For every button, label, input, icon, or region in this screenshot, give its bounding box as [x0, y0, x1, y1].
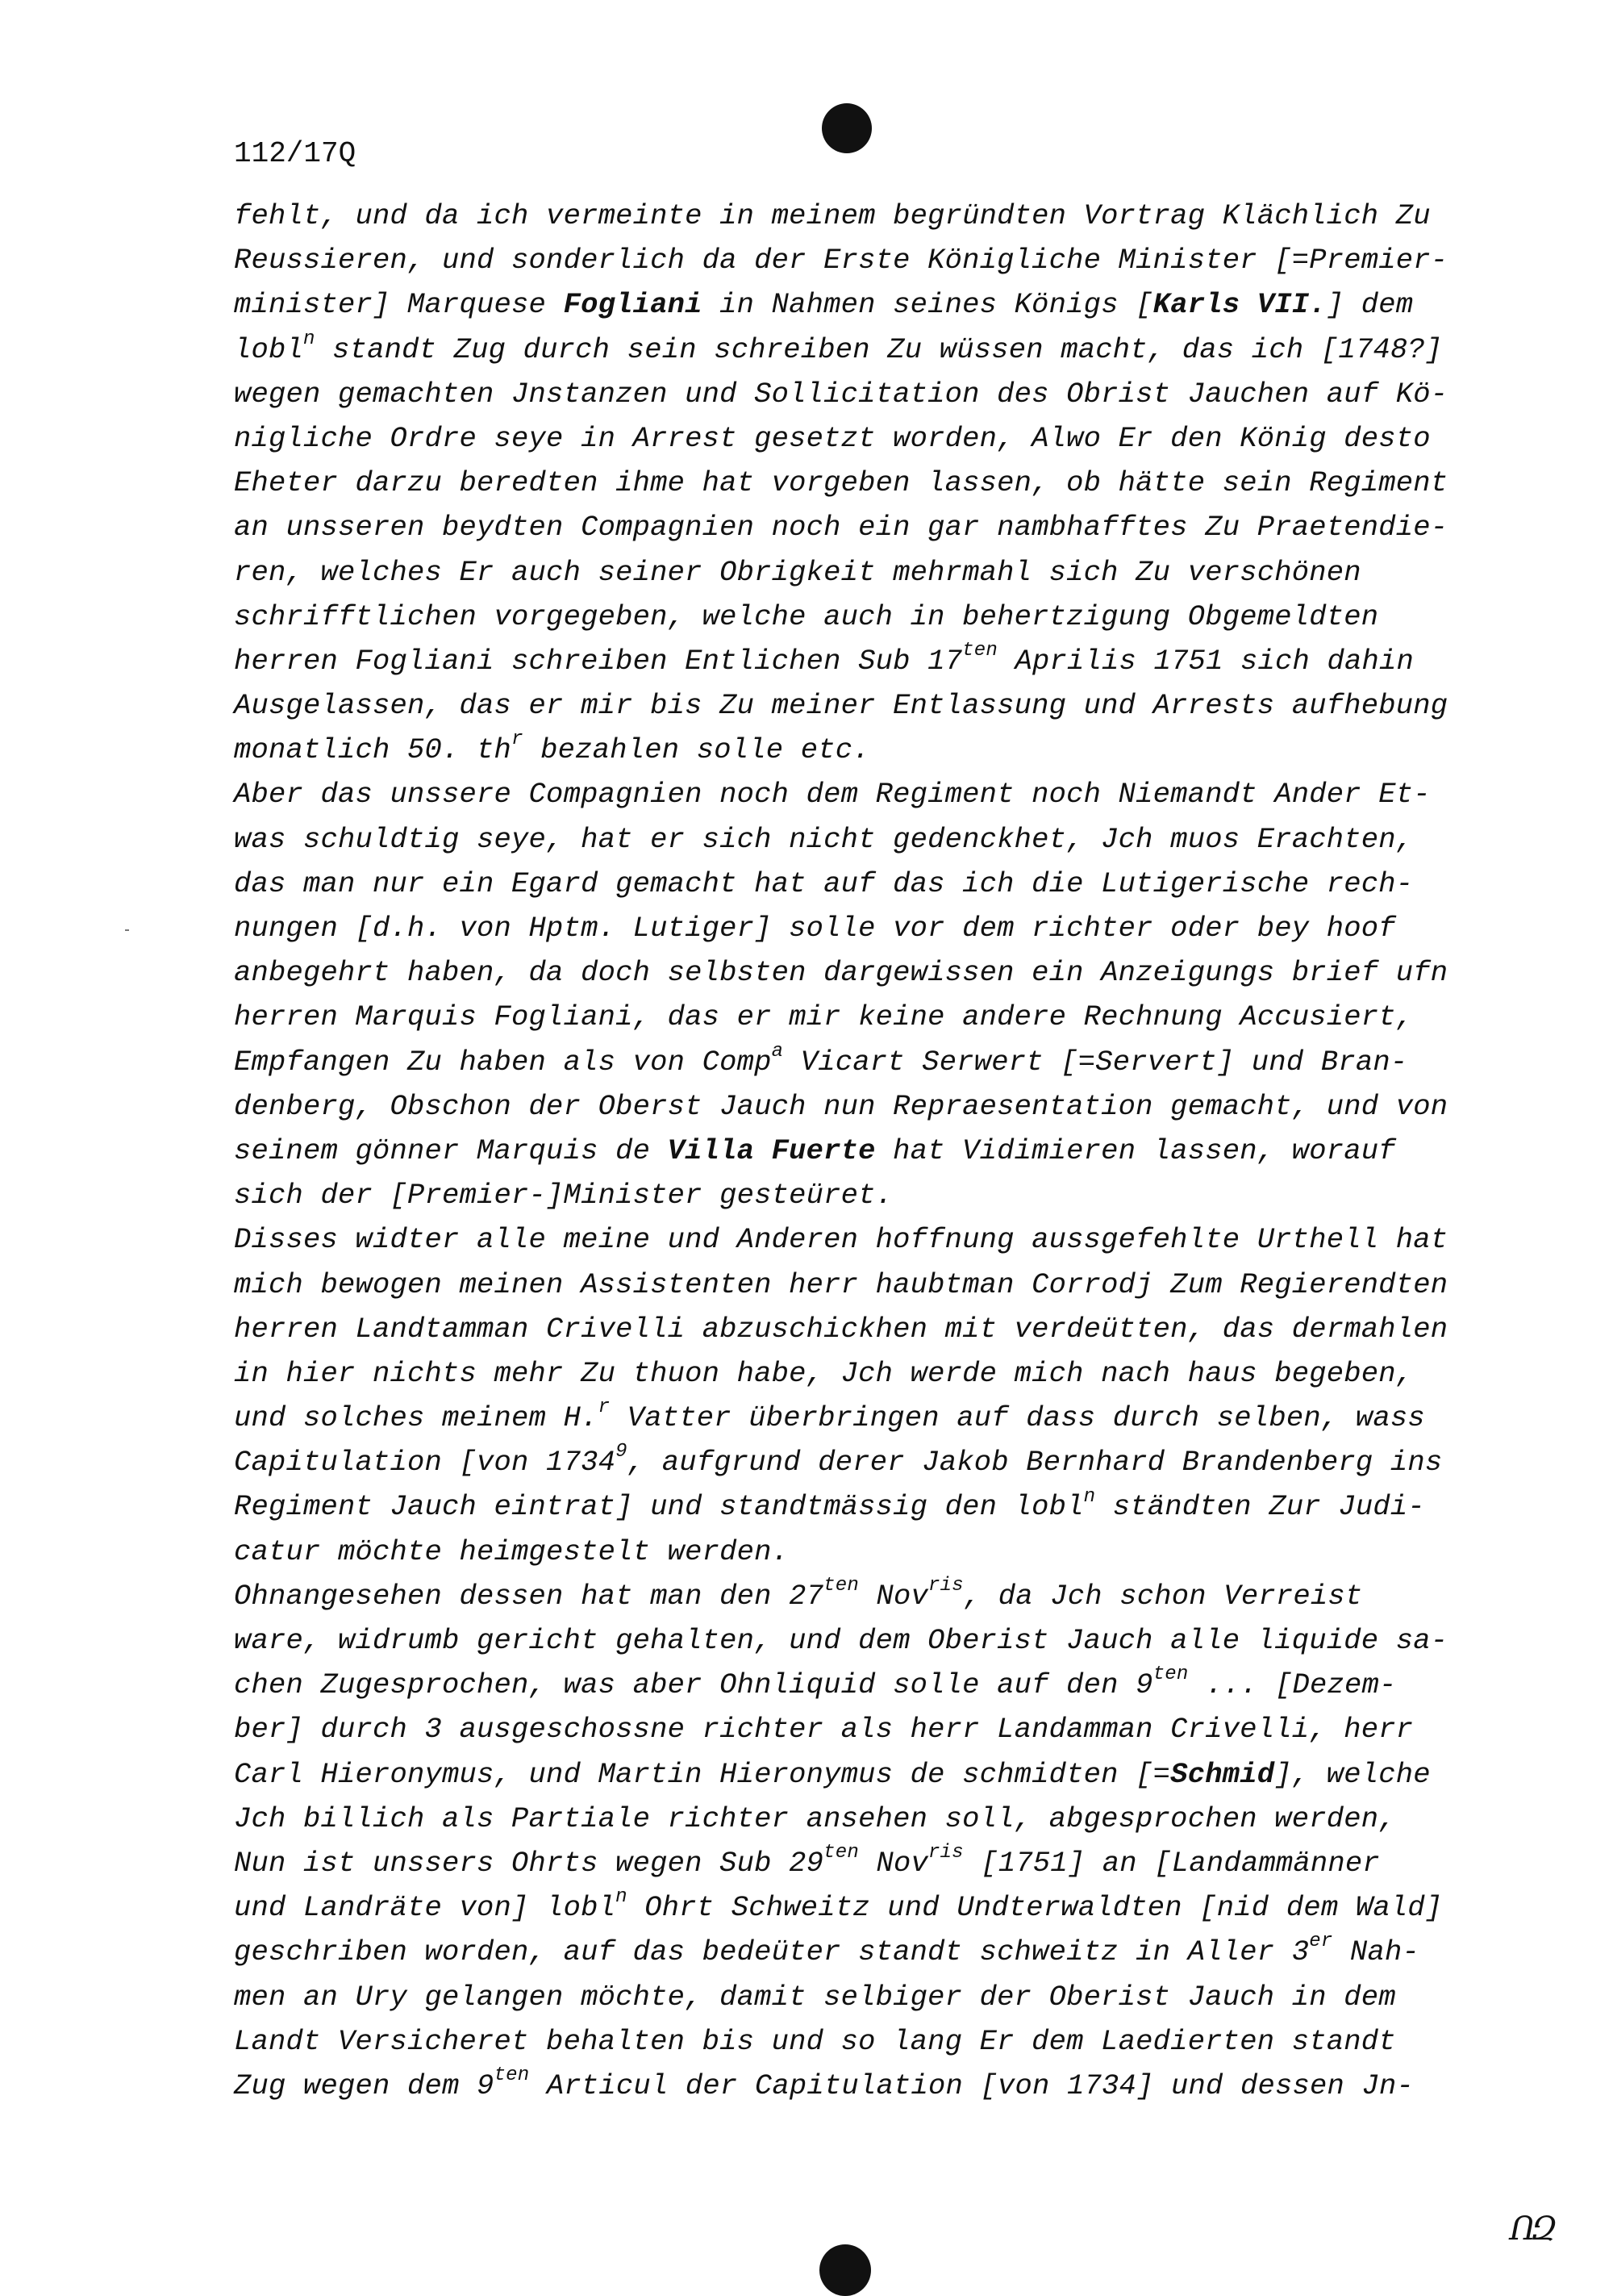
- text-run: Disses widter alle meine und Anderen hoffnung aussgefehlte Urthell hat: [234, 1223, 1448, 1257]
- text-line: [234, 950, 1492, 995]
- text-run: Capitulation [von 1734: [234, 1446, 616, 1480]
- text-line: [234, 238, 1492, 282]
- superscript: 9: [615, 1441, 627, 1463]
- text-run: minister] Marquese: [234, 288, 564, 322]
- text-line: [234, 1307, 1492, 1351]
- text-run: Regiment Jauch eintrat] und standtmässig den lobl: [234, 1490, 1084, 1524]
- text-run: Nah-: [1332, 1935, 1419, 1969]
- text-run: Vicart Serwert [=Servert] und Bran-: [783, 1045, 1408, 1079]
- text-line: [234, 1351, 1492, 1396]
- text-line: [234, 817, 1492, 862]
- text-line: [234, 1440, 1492, 1484]
- text-line: [234, 639, 1492, 683]
- text-line: [234, 328, 1492, 372]
- superscript: ten: [962, 640, 998, 662]
- text-line: [234, 862, 1492, 906]
- text-line: [234, 2019, 1492, 2064]
- text-run: Nun ist unssers Ohrts wegen Sub 29: [234, 1846, 824, 1880]
- text-run: chen Zugesprochen, was aber Ohnliquid solle auf den 9: [234, 1668, 1153, 1702]
- text-line: [234, 906, 1492, 950]
- text-run: an unsseren beydten Compagnien noch ein gar nambhafftes Zu Praetendie-: [234, 511, 1448, 545]
- text-run: Vatter überbringen auf dass durch selben, wass: [610, 1401, 1425, 1435]
- text-line: [234, 683, 1492, 728]
- text-line: [234, 194, 1492, 238]
- superscript: r: [598, 1396, 611, 1419]
- text-run: ware, widrumb gericht gehalten, und dem Oberist Jauch alle liquide sa-: [234, 1624, 1448, 1657]
- text-line: [234, 1217, 1492, 1262]
- text-line: [234, 995, 1492, 1039]
- text-line: [234, 728, 1492, 772]
- punch-hole-top: [822, 103, 872, 153]
- text-run: Reussieren, und sonderlich da der Erste Königliche Minister [=Premier-: [234, 244, 1448, 278]
- text-run: ber] durch 3 ausgeschossne richter als herr Landamman Crivelli, herr: [234, 1713, 1414, 1747]
- text-line: [234, 1129, 1492, 1173]
- bold-name: Fogliani: [563, 288, 702, 322]
- text-run: lobl: [234, 332, 304, 366]
- text-run: [1751] an [Landammänner: [963, 1846, 1380, 1880]
- text-line: [234, 1797, 1492, 1841]
- text-run: das man nur ein Egard gemacht hat auf das ich die Lutigerische rech-: [234, 866, 1414, 900]
- text-line: [234, 1841, 1492, 1885]
- text-run: standt Zug durch sein schreiben Zu wüssen macht, das ich [1748?]: [315, 332, 1443, 366]
- text-line: [234, 1663, 1492, 1707]
- corner-initials-mark: ՈԶ: [1510, 2210, 1553, 2248]
- text-line: [234, 1040, 1492, 1084]
- text-line: [234, 1975, 1492, 2019]
- text-run: Zug wegen dem 9: [234, 2068, 494, 2102]
- text-run: in Nahmen seines Königs [: [702, 288, 1153, 322]
- text-line: [234, 1263, 1492, 1307]
- text-run: , aufgrund derer Jakob Bernhard Brandenberg ins: [627, 1446, 1443, 1480]
- text-line: [234, 1173, 1492, 1217]
- superscript: n: [1083, 1485, 1096, 1508]
- text-run: ] dem: [1326, 288, 1414, 322]
- superscript: ten: [494, 2064, 530, 2087]
- bold-name: Karls VII.: [1152, 288, 1327, 322]
- text-run: geschriben worden, auf das bedeüter standt schweitz in Aller 3: [234, 1935, 1310, 1969]
- superscript: a: [771, 1040, 784, 1062]
- text-run: ren, welches Er auch seiner Obrigkeit mehrmahl sich Zu verschönen: [234, 555, 1361, 589]
- text-line: [234, 1885, 1492, 1930]
- text-run: und Landräte von] lobl: [234, 1891, 616, 1925]
- text-run: Nov: [858, 1846, 928, 1880]
- text-line: [234, 1530, 1492, 1574]
- text-run: und solches meinem H.: [234, 1401, 598, 1435]
- superscript: ten: [1152, 1664, 1189, 1686]
- superscript: r: [511, 728, 523, 751]
- text-line: [234, 461, 1492, 505]
- margin-mark: [125, 929, 129, 931]
- text-run: catur möchte heimgestelt werden.: [234, 1534, 790, 1568]
- text-run: anbegehrt haben, da doch selbsten dargewissen ein Anzeigungs brief ufn: [234, 956, 1448, 990]
- text-run: nigliche Ordre seye in Arrest gesetzt worden, Alwo Er den König desto: [234, 421, 1431, 455]
- text-run: Eheter darzu beredten ihme hat vorgeben lassen, ob hätte sein Regiment: [234, 466, 1448, 500]
- text-line: [234, 282, 1492, 327]
- text-line: [234, 505, 1492, 549]
- text-line: [234, 1752, 1492, 1797]
- text-run: Nov: [858, 1579, 928, 1613]
- text-run: denberg, Obschon der Oberst Jauch nun Repraesentation gemacht, und von: [234, 1089, 1448, 1123]
- superscript: ris: [927, 1574, 964, 1597]
- superscript: ris: [927, 1842, 964, 1864]
- text-line: [234, 1707, 1492, 1751]
- punch-hole-bottom: [819, 2244, 871, 2296]
- text-run: Carl Hieronymus, und Martin Hieronymus de schmidten [=: [234, 1757, 1171, 1791]
- text-run: fehlt, und da ich vermeinte in meinem begründten Vortrag Klächlich Zu: [234, 199, 1431, 232]
- text-run: mich bewogen meinen Assistenten herr haubtman Corrodj Zum Regierendten: [234, 1267, 1448, 1301]
- text-run: schrifftlichen vorgegeben, welche auch in behertzigung Obgemeldten: [234, 599, 1379, 633]
- text-run: ], welche: [1274, 1757, 1431, 1791]
- text-line: [234, 416, 1492, 461]
- text-line: [234, 2064, 1492, 2108]
- text-run: Aber das unssere Compagnien noch dem Regiment noch Niemandt Ander Et-: [234, 778, 1431, 812]
- text-run: Aprilis 1751 sich dahin: [997, 644, 1415, 678]
- text-run: nungen [d.h. von Hptm. Lutiger] solle vor dem richter oder bey hoof: [234, 912, 1396, 945]
- text-run: herren Marquis Fogliani, das er mir keine andere Rechnung Accusiert,: [234, 1000, 1414, 1034]
- text-run: seinem gönner Marquis de: [234, 1133, 668, 1167]
- text-run: bezahlen solle etc.: [523, 733, 870, 767]
- bold-name: Villa Fuerte: [667, 1133, 876, 1167]
- text-run: ... [Dezem-: [1188, 1668, 1397, 1702]
- bold-name: Schmid: [1170, 1757, 1275, 1791]
- text-run: hat Vidimieren lassen, worauf: [875, 1133, 1396, 1167]
- superscript: er: [1309, 1931, 1333, 1953]
- text-line: [234, 1618, 1492, 1663]
- text-line: [234, 550, 1492, 595]
- text-run: , da Jch schon Verreist: [963, 1579, 1363, 1613]
- text-run: ständten Zur Judi-: [1095, 1490, 1425, 1524]
- text-run: Ohnangesehen dessen hat man den 27: [234, 1579, 824, 1613]
- superscript: ten: [823, 1842, 859, 1864]
- text-run: Ausgelassen, das er mir bis Zu meiner Entlassung und Arrests aufhebung: [234, 689, 1448, 723]
- text-run: was schuldtig seye, hat er sich nicht gedenckhet, Jch muos Erachten,: [234, 822, 1414, 856]
- text-run: sich der [Premier-]Minister gesteüret.: [234, 1179, 894, 1213]
- text-run: in hier nichts mehr Zu thuon habe, Jch werde mich nach haus begeben,: [234, 1356, 1414, 1390]
- text-line: [234, 1396, 1492, 1440]
- superscript: ten: [823, 1574, 859, 1597]
- page-number: 112/17Q: [234, 137, 356, 170]
- text-run: Landt Versicheret behalten bis und so lang Er dem Laedierten standt: [234, 2024, 1396, 2058]
- text-run: monatlich 50. th: [234, 733, 512, 767]
- text-run: Ohrt Schweitz und Undterwaldten [nid dem Wald]: [627, 1891, 1443, 1925]
- text-line: [234, 1574, 1492, 1618]
- superscript: n: [303, 328, 315, 350]
- text-run: Jch billich als Partiale richter ansehen soll, abgesprochen werden,: [234, 1801, 1396, 1835]
- text-run: wegen gemachten Jnstanzen und Sollicitation des Obrist Jauchen auf Kö-: [234, 377, 1448, 411]
- text-run: herren Landtamman Crivelli abzuschickhen mit verdeütten, das dermahlen: [234, 1312, 1448, 1346]
- text-run: Articul der Capitulation [von 1734] und dessen Jn-: [529, 2068, 1415, 2102]
- text-line: [234, 595, 1492, 639]
- text-line: [234, 1084, 1492, 1129]
- document-body: [234, 194, 1492, 2108]
- superscript: n: [615, 1886, 627, 1909]
- text-line: [234, 372, 1492, 416]
- text-line: [234, 1484, 1492, 1529]
- text-run: Empfangen Zu haben als von Comp: [234, 1045, 772, 1079]
- text-run: men an Ury gelangen möchte, damit selbiger der Oberist Jauch in dem: [234, 1980, 1396, 2014]
- text-run: herren Fogliani schreiben Entlichen Sub 17: [234, 644, 963, 678]
- text-line: [234, 772, 1492, 816]
- text-line: [234, 1930, 1492, 1974]
